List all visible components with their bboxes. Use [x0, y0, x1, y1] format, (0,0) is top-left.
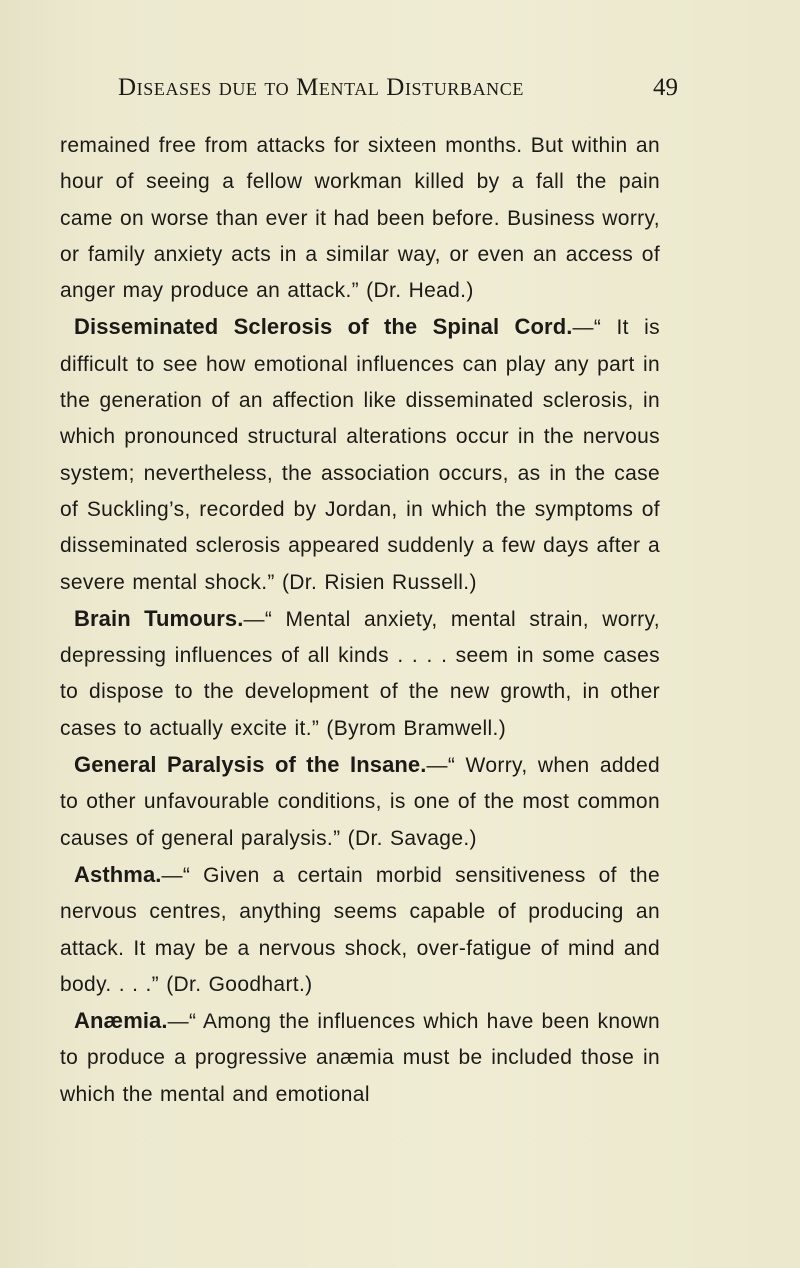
- paragraph-disseminated-sclerosis: [60, 309, 660, 600]
- section-heading: Brain Tumours.: [74, 605, 244, 631]
- paragraph-text: —“ Worry, when added to other unfavourable conditions, is one of the most common causes of general paralysis.” (Dr. Savage.): [60, 754, 661, 850]
- paragraph-text: —“ Given a certain morbid sensitiveness of the nervous centres, anything seems capable of producing an attack. It may be a nervous shock, over-fatigue of mind and body. . . .” (Dr. Goodhart.): [60, 863, 660, 996]
- paragraph-asthma: [60, 857, 660, 1003]
- page-number: 49: [653, 74, 678, 101]
- paragraph-text: remained free from attacks for sixteen months. But within an hour of seeing a fellow workman killed by a fall the pain came on worse than ever it had been before. Business worry, or family anxiety acts in a similar way, or even an access of anger may produce an attack.” (Dr. Head.): [60, 134, 660, 303]
- paragraph-text: —“ It is difficult to see how emotional influences can play any part in the generation of an affection like disseminated sclerosis, in which pronounced structural alterations occur in the nervous system; nevertheless, the association occurs, as in the case of Suckling’s, recorded by Jordan, in which the symptoms of disseminated sclerosis appeared suddenly a few days after a severe mental shock.” (Dr. Risien Russell.): [60, 316, 661, 594]
- paragraph-text: —“ Mental anxiety, mental strain, worry, depressing influences of all kinds . . . . seem in some cases to dispose to the development of the new growth, in other cases to actually excite it.” (Byrom Bramwell.): [60, 607, 660, 740]
- paragraph-general-paralysis: [60, 747, 660, 857]
- section-heading: Asthma.: [74, 861, 162, 887]
- running-head-title: Diseases due to Mental Disturbance: [118, 74, 524, 101]
- section-heading: Disseminated Sclerosis of the Spinal Cord.: [74, 314, 573, 340]
- paragraph-anaemia: [60, 1003, 660, 1113]
- paragraph-text: —“ Among the influences which have been known to produce a progressive anæmia must be included those in which the mental and emotional: [60, 1010, 660, 1106]
- section-heading: General Paralysis of the Insane.: [74, 752, 427, 778]
- paragraph-brain-tumours: [60, 601, 660, 747]
- running-head: [118, 74, 678, 108]
- section-heading: Anæmia.: [74, 1008, 168, 1034]
- paragraph-continuation: [60, 128, 660, 309]
- body-text: [60, 128, 660, 1113]
